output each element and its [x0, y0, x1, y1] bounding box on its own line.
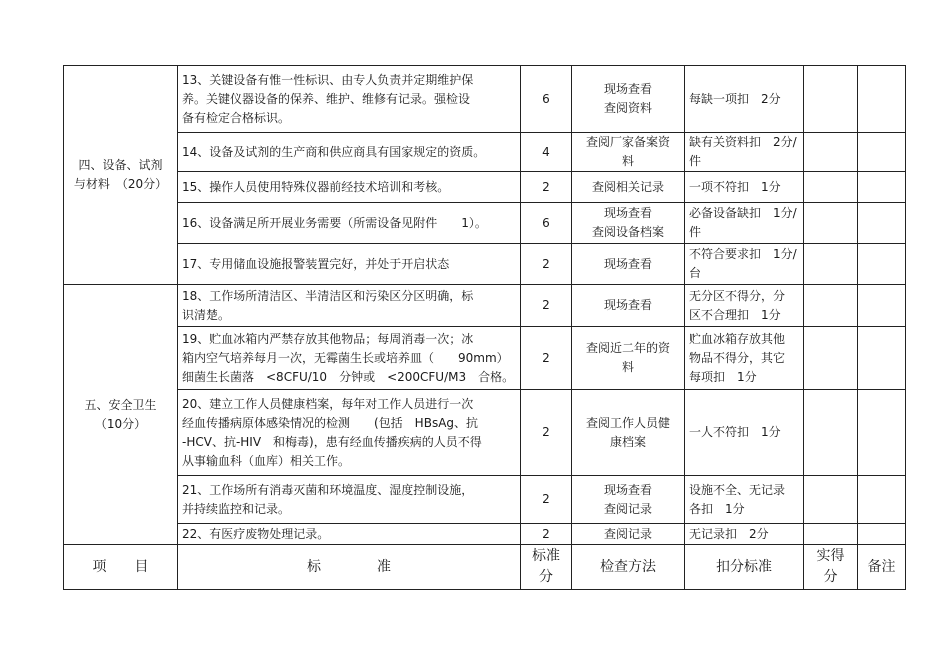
remark-cell	[858, 172, 906, 203]
table-row	[64, 390, 906, 476]
standard-cell	[178, 172, 521, 203]
text-line: 料	[621, 154, 634, 168]
remark-cell	[858, 66, 906, 133]
text-line: 21、工作场所有消毒灭菌和环境温度、湿度控制设施，	[182, 482, 474, 497]
remark-cell	[858, 524, 906, 545]
remark-cell	[858, 203, 906, 244]
remark-cell	[858, 327, 906, 390]
standard-cell	[178, 203, 521, 244]
category-safety	[64, 285, 178, 545]
text-line: 康档案	[609, 434, 646, 449]
deduction-cell	[685, 285, 804, 327]
text-line: 现场查看	[603, 256, 652, 271]
standard-cell	[178, 244, 521, 285]
score-cell: 4	[521, 133, 572, 172]
remark-cell	[858, 133, 906, 172]
table-row	[64, 476, 906, 524]
text-line: 查阅工作人员健	[585, 415, 670, 430]
deduction-cell	[685, 244, 804, 285]
remark-cell	[858, 244, 906, 285]
text-line: 区不合理扣 1分	[689, 307, 781, 322]
text-line: 料	[621, 360, 634, 374]
text-line: 经血传播病原体感染情况的检测 (包括 HBsAg、抗	[182, 415, 479, 430]
text-line: 箱内空气培养每月一次，无霉菌生长或培养皿（ 90mm）	[182, 350, 509, 365]
text-line: 查阅厂家备案资	[585, 135, 670, 149]
text-line: 19、贮血冰箱内严禁存放其他物品；每周消毒一次；冰	[182, 331, 474, 346]
method-cell	[572, 524, 685, 545]
score-cell: 2	[521, 285, 572, 327]
deduction-cell	[685, 133, 804, 172]
text-line: 必备设备缺扣 1分/	[689, 206, 797, 220]
text-line: 实得	[816, 548, 845, 564]
method-cell	[572, 327, 685, 390]
header-row	[64, 545, 906, 590]
method-cell	[572, 66, 685, 133]
method-cell	[572, 172, 685, 203]
deduction-cell	[685, 203, 804, 244]
table-body	[64, 66, 906, 590]
table-row	[64, 66, 906, 133]
actual-score-cell	[804, 66, 858, 133]
text-line: 每缺一项扣 2分	[689, 91, 781, 106]
text-line: 各扣 1分	[689, 501, 745, 516]
table-row	[64, 244, 906, 285]
deduction-cell	[685, 66, 804, 133]
actual-score-cell	[804, 476, 858, 524]
text-line: 养。关键仪器设备的保养、维护、维修有记录。强检设	[182, 91, 471, 106]
score-cell: 6	[521, 203, 572, 244]
text-line: 查阅相关记录	[591, 179, 664, 194]
text-line: 现场查看	[603, 82, 652, 96]
score-cell: 2	[521, 476, 572, 524]
text-line: 备有检定合格标识。	[182, 110, 291, 125]
deduction-cell	[685, 390, 804, 476]
text-line: 18、工作场所清洁区、半清洁区和污染区分区明确，标	[182, 288, 474, 303]
text-line: 14、设备及试剂的生产商和供应商具有国家规定的资质。	[182, 144, 486, 159]
standard-cell	[178, 524, 521, 545]
deduction-cell	[685, 476, 804, 524]
score-cell: 2	[521, 244, 572, 285]
deduction-cell	[685, 524, 804, 545]
text-line: 物品不得分，其它	[689, 350, 786, 365]
actual-score-cell	[804, 203, 858, 244]
text-line: 查阅记录	[603, 501, 652, 516]
actual-score-cell	[804, 327, 858, 390]
text-line: 每项扣 1分	[689, 369, 757, 384]
method-cell	[572, 203, 685, 244]
text-line: （10分）	[94, 416, 147, 431]
text-line: 缺有关资料扣 2分/	[689, 135, 797, 149]
text-line: 无分区不得分，分	[689, 288, 786, 303]
header-item: 项 目	[64, 545, 178, 590]
remark-cell	[858, 390, 906, 476]
text-line: 现场查看	[603, 298, 652, 312]
table-row	[64, 203, 906, 244]
text-line: 查阅近二年的资	[585, 341, 670, 355]
method-cell	[572, 285, 685, 327]
standard-cell	[178, 133, 521, 172]
table-row	[64, 524, 906, 545]
method-cell	[572, 244, 685, 285]
text-line: 从事输血科（血库）相关工作。	[182, 453, 351, 468]
score-cell: 2	[521, 524, 572, 545]
remark-cell	[858, 285, 906, 327]
text-line: 现场查看	[603, 482, 652, 497]
text-line: 一项不符扣 1分	[689, 179, 781, 194]
text-line: 22、有医疗废物处理记录。	[182, 526, 330, 541]
text-line: 五、安全卫生	[84, 397, 157, 412]
method-cell	[572, 390, 685, 476]
actual-score-cell	[804, 390, 858, 476]
standard-cell	[178, 66, 521, 133]
actual-score-cell	[804, 133, 858, 172]
method-cell	[572, 476, 685, 524]
text-line: 16、设备满足所开展业务需要（所需设备见附件 1）。	[182, 215, 487, 230]
header-remark: 备注	[858, 545, 906, 590]
table-row	[64, 285, 906, 327]
text-line: 15、操作人员使用特殊仪器前经技术培训和考核。	[182, 179, 450, 194]
evaluation-table	[63, 65, 906, 590]
score-cell: 2	[521, 390, 572, 476]
text-line: 分	[823, 569, 838, 585]
method-cell	[572, 133, 685, 172]
table-row	[64, 327, 906, 390]
actual-score-cell	[804, 172, 858, 203]
standard-cell	[178, 390, 521, 476]
standard-cell	[178, 327, 521, 390]
table-row	[64, 133, 906, 172]
text-line: 一人不符扣 1分	[689, 425, 781, 439]
remark-cell	[858, 476, 906, 524]
text-line: 四、设备、试剂	[78, 158, 163, 172]
text-line: 件	[689, 154, 702, 168]
text-line: 细菌生长菌落 <8CFU/10 分钟或 <200CFU/M3 合格。	[182, 369, 515, 384]
text-line: 设施不全、无记录	[689, 482, 786, 497]
text-line: 并持续监控和记录。	[182, 501, 291, 516]
score-cell: 6	[521, 66, 572, 133]
text-line: 识清楚。	[182, 307, 231, 322]
actual-score-cell	[804, 524, 858, 545]
header-actual	[804, 545, 858, 590]
actual-score-cell	[804, 285, 858, 327]
text-line: 无记录扣 2分	[689, 526, 769, 541]
text-line: 件	[689, 225, 702, 239]
standard-cell	[178, 476, 521, 524]
score-cell: 2	[521, 172, 572, 203]
actual-score-cell	[804, 244, 858, 285]
text-line: 20、建立工作人员健康档案，每年对工作人员进行一次	[182, 396, 474, 411]
text-line: 标准	[532, 548, 560, 564]
text-line: 不符合要求扣 1分/	[689, 247, 797, 261]
header-standard: 标 准	[178, 545, 521, 590]
deduction-cell	[685, 327, 804, 390]
category-equipment	[64, 66, 178, 285]
text-line: 查阅资料	[603, 101, 652, 115]
text-line: 分	[539, 569, 553, 585]
score-cell: 2	[521, 327, 572, 390]
text-line: 台	[689, 266, 702, 280]
standard-cell	[178, 285, 521, 327]
text-line: 现场查看	[603, 206, 652, 220]
header-score	[521, 545, 572, 590]
text-line: 13、关键设备有惟一性标识、由专人负责并定期维护保	[182, 72, 474, 87]
text-line: 查阅设备档案	[591, 225, 664, 239]
text-line: 与材料 （20分）	[73, 177, 168, 191]
text-line: -HCV、抗-HIV 和梅毒)，患有经血传播疾病的人员不得	[182, 434, 482, 449]
header-method: 检查方法	[572, 545, 685, 590]
text-line: 查阅记录	[603, 526, 652, 541]
header-deduction: 扣分标准	[685, 545, 804, 590]
deduction-cell	[685, 172, 804, 203]
table-row	[64, 172, 906, 203]
text-line: 贮血冰箱存放其他	[689, 331, 786, 346]
text-line: 17、专用储血设施报警装置完好，并处于开启状态	[182, 256, 450, 271]
